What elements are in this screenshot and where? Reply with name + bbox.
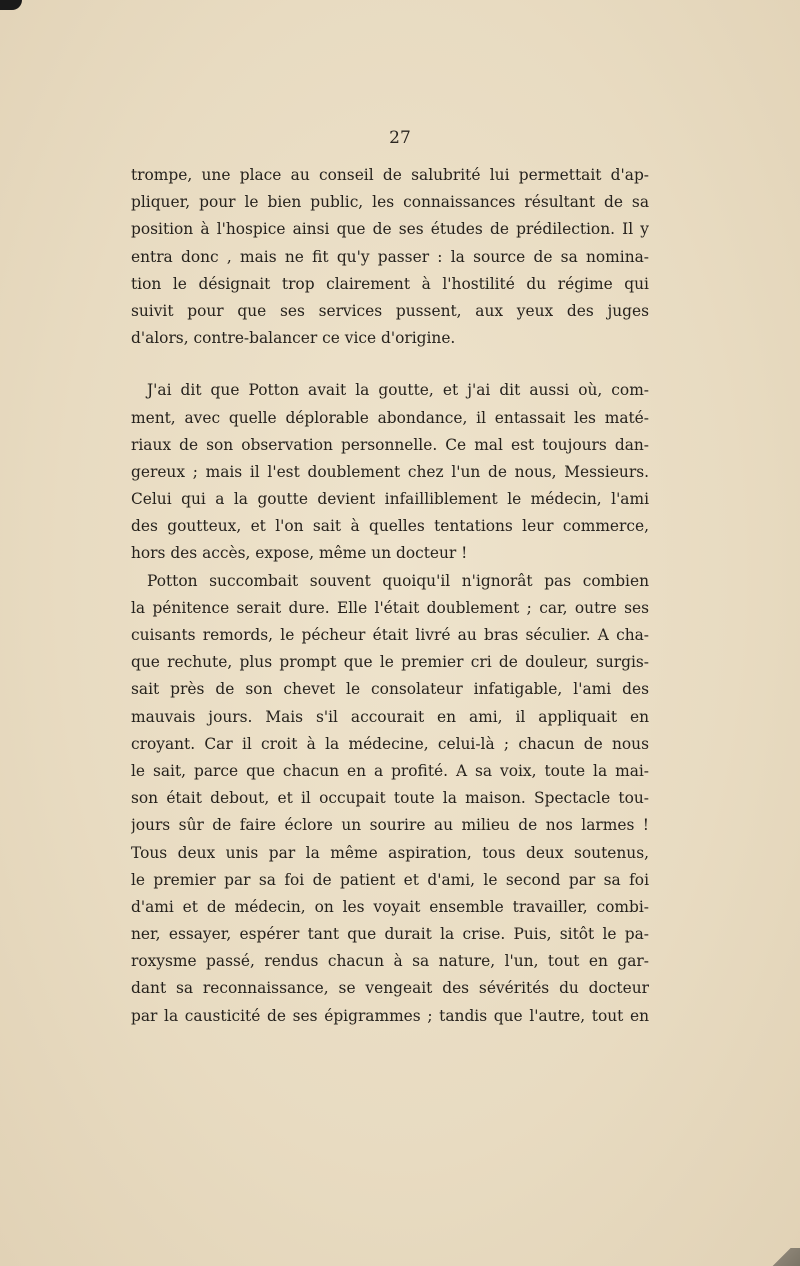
text-line: hors des accès, expose, même un docteur ! <box>131 544 468 563</box>
page-number: 27 <box>389 128 411 148</box>
text-line: riaux de son observation personnelle. Ce mal est toujours dan- <box>131 435 649 454</box>
text-line: des goutteux, et l'on sait à quelles tentations leur commerce, <box>131 517 649 536</box>
text-line: mauvais jours. Mais s'il accourait en ami, il appliquait en <box>131 707 649 726</box>
text-line: position à l'hospice ainsi que de ses études de prédilection. Il y <box>131 220 649 239</box>
text-line: d'ami et de médecin, on les voyait ensemble travailler, combi- <box>131 897 649 916</box>
text-line: tion le désignait trop clairement à l'hostilité du régime qui <box>131 274 649 293</box>
text-line: le premier par sa foi de patient et d'ami, le second par sa foi <box>131 870 649 889</box>
text-line: trompe, une place au conseil de salubrité lui permettait d'ap- <box>131 166 649 184</box>
text-line: roxysme passé, rendus chacun à sa nature, l'un, tout en gar- <box>131 952 649 971</box>
text-line: Celui qui a la goutte devient infailliblement le médecin, l'ami <box>131 490 649 509</box>
text-line: ment, avec quelle déplorable abondance, il entassait les maté- <box>131 408 649 427</box>
paragraph-1 <box>131 162 649 352</box>
text-line: son était debout, et il occupait toute la maison. Spectacle tou- <box>131 789 649 808</box>
text-line: sait près de son chevet le consolateur infatigable, l'ami des <box>131 680 649 699</box>
text-line: le sait, parce que chacun en a profité. A sa voix, toute la mai- <box>131 761 649 780</box>
text-line: entra donc , mais ne fit qu'y passer : la source de sa nomina- <box>131 247 649 266</box>
text-line: par la causticité de ses épigrammes ; tandis que l'autre, tout en <box>131 1006 649 1025</box>
text-line: d'alors, contre-balancer ce vice d'origine. <box>131 329 456 348</box>
body-text <box>131 162 649 1030</box>
text-line: la pénitence serait dure. Elle l'était doublement ; car, outre ses <box>131 598 649 617</box>
page-corner-shadow <box>0 0 22 10</box>
text-line: Tous deux unis par la même aspiration, tous deux soutenus, <box>131 843 649 862</box>
paragraph-gap <box>131 352 649 377</box>
paragraph-3 <box>131 568 649 1030</box>
paragraph-2 <box>131 377 649 567</box>
text-line: ner, essayer, espérer tant que durait la crise. Puis, sitôt le pa- <box>131 925 649 944</box>
text-line: jours sûr de faire éclore un sourire au milieu de nos larmes ! <box>131 816 649 835</box>
text-line: gereux ; mais il l'est doublement chez l'un de nous, Messieurs. <box>131 462 649 481</box>
text-line: que rechute, plus prompt que le premier cri de douleur, surgis- <box>131 653 649 672</box>
page-corner-fold <box>772 1248 800 1266</box>
text-line: J'ai dit que Potton avait la goutte, et j'ai dit aussi où, com- <box>147 381 649 400</box>
text-line: dant sa reconnaissance, se vengeait des sévérités du docteur <box>131 979 649 998</box>
text-line: cuisants remords, le pécheur était livré au bras séculier. A cha- <box>131 626 649 644</box>
text-line: Potton succombait souvent quoiqu'il n'ignorât pas combien <box>147 571 649 590</box>
text-line: suivit pour que ses services pussent, aux yeux des juges <box>131 301 649 320</box>
text-line: pliquer, pour le bien public, les connaissances résultant de sa <box>131 193 649 212</box>
text-line: croyant. Car il croit à la médecine, celui-là ; chacun de nous <box>131 734 649 753</box>
